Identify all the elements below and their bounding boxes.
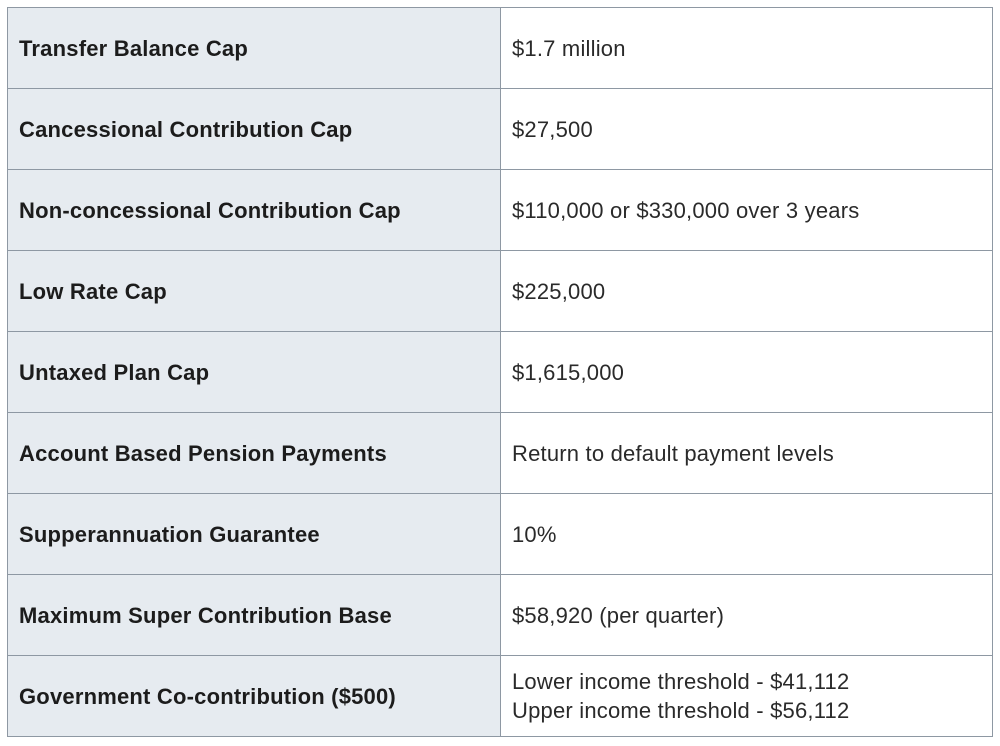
table-row	[8, 89, 993, 170]
row-value-line: $110,000 or $330,000 over 3 years	[512, 197, 860, 223]
table-row	[8, 575, 993, 656]
row-value-line: 10%	[512, 521, 557, 547]
row-label: Government Co-contribution ($500)	[8, 656, 501, 737]
table-row	[8, 8, 993, 89]
row-value	[501, 656, 993, 737]
table-row	[8, 413, 993, 494]
super-caps-table-container	[7, 7, 992, 737]
table-row	[8, 494, 993, 575]
row-value	[501, 89, 993, 170]
row-value-line: Return to default payment levels	[512, 440, 834, 466]
table-row	[8, 332, 993, 413]
table-row	[8, 656, 993, 737]
row-value-line: Upper income threshold - $56,112	[512, 698, 850, 723]
table-row	[8, 251, 993, 332]
row-value-line: $225,000	[512, 278, 606, 304]
row-value-line: $58,920 (per quarter)	[512, 602, 725, 628]
table-row	[8, 170, 993, 251]
row-label: Maximum Super Contribution Base	[8, 575, 501, 656]
row-label: Account Based Pension Payments	[8, 413, 501, 494]
row-label: Non-concessional Contribution Cap	[8, 170, 501, 251]
row-value	[501, 170, 993, 251]
row-value	[501, 8, 993, 89]
row-label: Untaxed Plan Cap	[8, 332, 501, 413]
row-value-line: $1.7 million	[512, 35, 626, 61]
row-value	[501, 494, 993, 575]
row-label: Cancessional Contribution Cap	[8, 89, 501, 170]
row-value	[501, 413, 993, 494]
row-value	[501, 332, 993, 413]
row-value	[501, 575, 993, 656]
row-label: Low Rate Cap	[8, 251, 501, 332]
super-caps-table	[7, 7, 993, 737]
row-value-line: $27,500	[512, 116, 593, 142]
row-value-line: $1,615,000	[512, 359, 625, 385]
row-value-line: Lower income threshold - $41,112	[512, 669, 850, 694]
row-label: Supperannuation Guarantee	[8, 494, 501, 575]
row-value	[501, 251, 993, 332]
row-label: Transfer Balance Cap	[8, 8, 501, 89]
